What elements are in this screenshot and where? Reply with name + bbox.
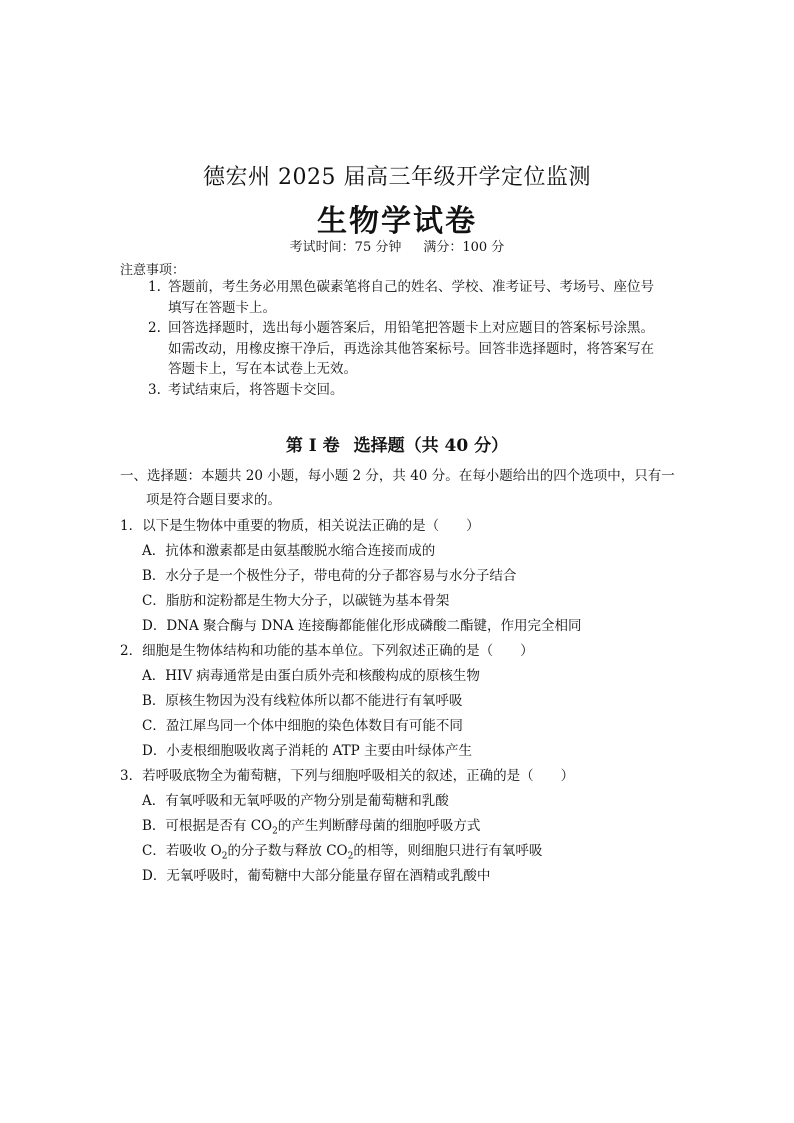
notice-line: 答题卡上，写在本试卷上无效。 xyxy=(168,361,357,377)
option-c-text: C．若吸收 O xyxy=(142,843,222,859)
option-a: A．抗体和激素都是由氨基酸脱水缩合连接而成的 xyxy=(142,543,436,559)
option-d: D．小麦根细胞吸收离子消耗的 ATP 主要由叶绿体产生 xyxy=(142,743,473,759)
subject-title: 生物学试卷 xyxy=(317,204,477,239)
question-stem: 1．以下是生物体中重要的物质，相关说法正确的是（ ） xyxy=(120,518,480,534)
instructions-line: 一、选择题：本题共 20 小题，每小题 2 分，共 40 分。在每小题给出的四个选项中，只有一 xyxy=(120,468,675,484)
option-c xyxy=(120,839,680,864)
option-a: A．HIV 病毒通常是由蛋白质外壳和核酸构成的原核生物 xyxy=(142,668,480,684)
option-b xyxy=(120,814,680,839)
subscript: 2 xyxy=(221,851,228,862)
exam-info xyxy=(0,236,794,255)
full-score: 满分：100 分 xyxy=(423,240,505,255)
option-c-text: 的分子数与释放 CO xyxy=(227,843,348,859)
notice-list xyxy=(148,277,688,400)
option-d: D．DNA 聚合酶与 DNA 连接酶都能催化形成磷酸二酯键，作用完全相同 xyxy=(142,618,582,634)
notice-number: 3. xyxy=(148,381,161,398)
notice-item xyxy=(148,380,688,401)
section-title xyxy=(0,431,794,456)
instructions-line: 项是符合题目要求的。 xyxy=(146,492,281,508)
section-title-part2: 选择题（共 40 分） xyxy=(353,436,509,456)
option-b-text: 的产生判断酵母菌的细胞呼吸方式 xyxy=(277,818,481,834)
notice-item xyxy=(148,318,688,380)
notice-number: 1. xyxy=(148,279,161,295)
option-b-text: B．可根据是否有 CO xyxy=(142,818,273,834)
notice-line: 答题前，考生务必用黑色碳素笔将自己的姓名、学校、准考证号、考场号、座位号 xyxy=(168,279,654,295)
notice-text xyxy=(168,318,688,380)
notice-line: 考试结束后，将答题卡交回。 xyxy=(168,381,344,398)
notice-heading: 注意事项： xyxy=(120,263,186,278)
option-a: A．有氧呼吸和无氧呼吸的产物分别是葡萄糖和乳酸 xyxy=(142,793,449,809)
question-stem: 2．细胞是生物体结构和功能的基本单位。下列叙述正确的是（ ） xyxy=(120,643,534,659)
notice-line: 填写在答题卡上。 xyxy=(168,299,276,316)
subscript: 2 xyxy=(347,851,354,862)
subscript: 2 xyxy=(272,826,278,837)
exam-time: 考试时间：75 分钟 xyxy=(289,240,402,255)
option-b: B．原核生物因为没有线粒体所以都不能进行有氧呼吸 xyxy=(142,693,463,709)
option-b: B．水分子是一个极性分子，带电荷的分子都容易与水分子结合 xyxy=(142,568,517,584)
section-title-part1: 第 I 卷 xyxy=(285,436,340,456)
section-instructions xyxy=(120,464,680,512)
notice-text xyxy=(168,277,688,318)
option-c: C．脂肪和淀粉都是生物大分子，以碳链为基本骨架 xyxy=(142,593,450,609)
notice-line: 回答选择题时，选出每小题答案后，用铅笔把答题卡上对应题目的答案标号涂黑。 xyxy=(168,320,654,336)
notice-text xyxy=(168,380,688,401)
option-c-text: 的相等，则细胞只进行有氧呼吸 xyxy=(353,843,543,859)
question-list xyxy=(120,514,680,889)
option-c: C．盈江犀鸟同一个体中细胞的染色体数目有可能不同 xyxy=(142,718,463,734)
notice-number: 2. xyxy=(148,320,161,336)
question-stem: 3．若呼吸底物全为葡萄糖，下列与细胞呼吸相关的叙述，正确的是（ ） xyxy=(120,768,575,784)
option-d: D．无氧呼吸时，葡萄糖中大部分能量存留在酒精或乳酸中 xyxy=(142,868,491,884)
exam-title: 德宏州 2025 届高三年级开学定位监测 xyxy=(203,165,591,190)
notice-item xyxy=(148,277,688,318)
notice-line: 如需改动，用橡皮擦干净后，再选涂其他答案标号。回答非选择题时，将答案写在 xyxy=(168,340,654,357)
